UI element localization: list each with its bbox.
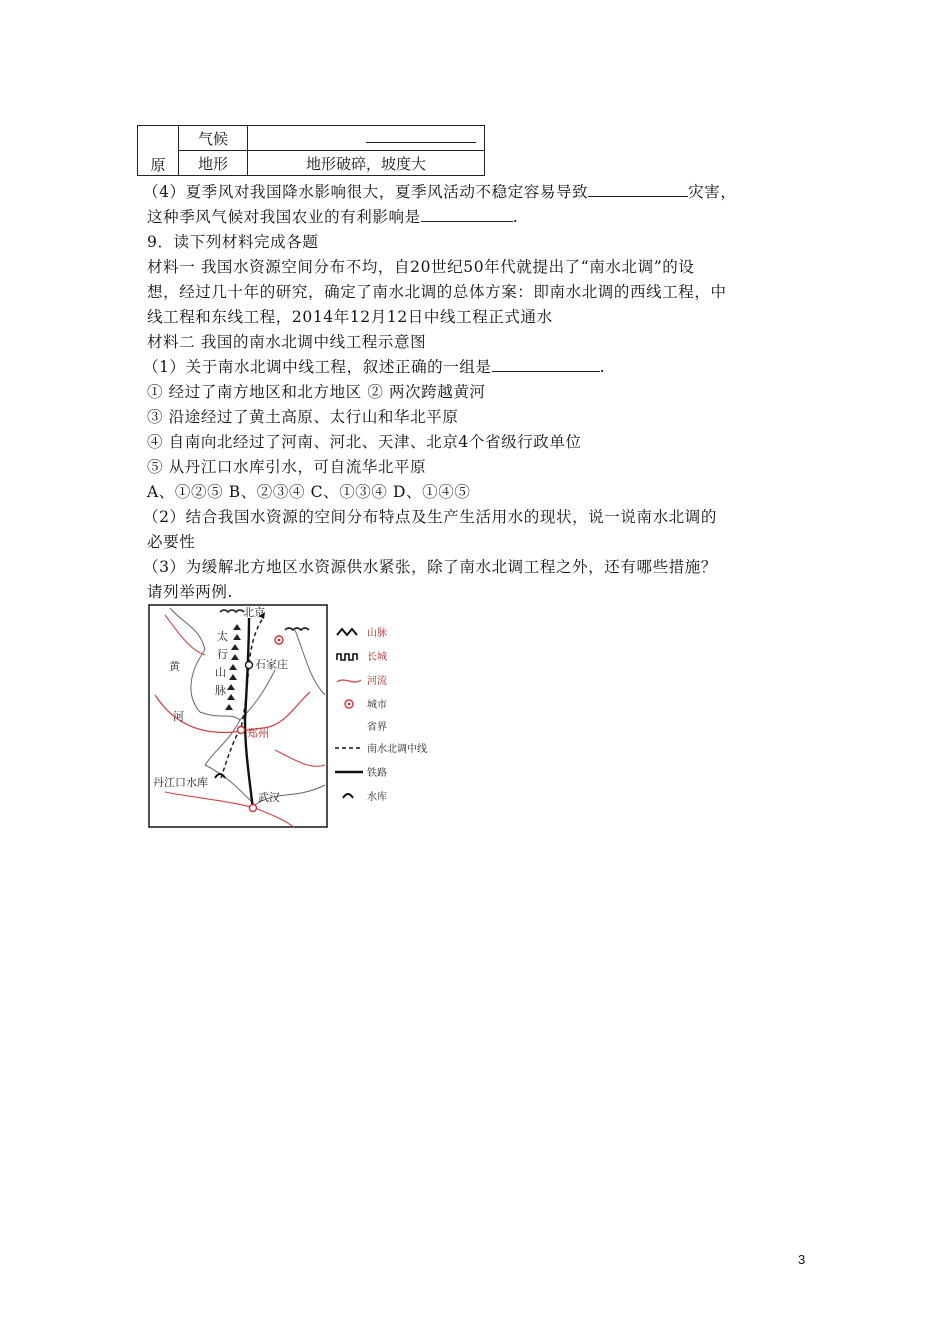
page-number: 3 <box>798 1252 806 1267</box>
legend-label: 水库 <box>367 792 387 803</box>
row-header-cell: 原 <box>138 126 179 176</box>
reservoir-label: 丹江口水库 <box>153 776 208 789</box>
map-legend <box>335 626 427 803</box>
city-marker-zhengzhou <box>238 727 245 734</box>
question-text: （4）夏季风对我国降水影响很大，夏季风活动不稳定容易导致 <box>143 183 589 201</box>
answer-blank[interactable] <box>492 371 600 372</box>
river-label: 河 <box>173 710 184 723</box>
mountain-label: 山 <box>215 666 226 679</box>
south-north-water-map <box>145 600 440 830</box>
city-label-shijiazhuang: 石家庄 <box>255 658 288 671</box>
legend-label: 铁路 <box>367 768 387 779</box>
legend-label: 山脉 <box>367 628 387 639</box>
city-label-beijing: 北京 <box>243 606 265 619</box>
cause-table <box>137 125 485 176</box>
choices-text: A、①②⑤ B、②③④ C、①③④ D、①④⑤ <box>147 483 471 501</box>
option-text: ① 经过了南方地区和北方地区 ② 两次跨越黄河 <box>147 383 486 401</box>
question-line <box>143 180 736 202</box>
question-text: . <box>512 208 519 226</box>
legend-label: 长城 <box>367 652 387 663</box>
river-label: 黄 <box>169 660 180 673</box>
mountain-label: 脉 <box>215 684 226 697</box>
question-text: （3）为缓解北方地区水资源供水紧张，除了南水北调工程之外，还有哪些措施？ <box>143 558 717 576</box>
question-title: 9．读下列材料完成各题 <box>147 233 319 251</box>
answer-blank[interactable] <box>366 142 476 143</box>
answer-blank[interactable] <box>588 196 688 197</box>
question-text: 必要性 <box>147 533 196 551</box>
question-text: （1）关于南水北调中线工程，叙述正确的一组是 <box>143 358 492 376</box>
legend-label: 南水北调中线 <box>367 744 427 755</box>
material-text: 材料一 我国水资源空间分布不均，自20世纪50年代就提出了“南水北调”的设 <box>147 258 695 276</box>
city-marker <box>278 639 281 642</box>
option-text: ③ 沿途经过了黄土高原、太行山和华北平原 <box>147 408 459 426</box>
mountain-label: 太 <box>217 630 228 643</box>
mountain-label: 行 <box>217 648 228 661</box>
city-label-wuhan: 武汉 <box>258 791 280 804</box>
question-text: 这种季风气候对我国农业的有利影响是 <box>147 208 421 226</box>
factor-cell: 气候 <box>179 126 248 151</box>
table-row <box>138 126 485 151</box>
material-text: 线工程和东线工程，2014年12月12日中线工程正式通水 <box>147 308 553 326</box>
question-line <box>147 205 518 227</box>
answer-blank[interactable] <box>421 221 513 222</box>
table-row <box>138 151 485 176</box>
question-text: 请列举两例. <box>147 583 234 601</box>
question-line <box>143 355 605 377</box>
legend-river-symbol <box>337 680 361 682</box>
answer-blank-cell[interactable] <box>248 126 485 151</box>
legend-label: 城市 <box>367 700 387 711</box>
legend-reservoir-symbol <box>343 794 353 798</box>
city-marker-shijiazhuang <box>246 662 253 669</box>
factor-cell: 地形 <box>179 151 248 176</box>
legend-city-symbol <box>348 703 351 706</box>
legend-label: 省界 <box>367 722 387 733</box>
question-text: （2）结合我国水资源的空间分布特点及生产生活用水的现状，说一说南水北调的 <box>143 508 717 526</box>
legend-label: 河流 <box>367 676 387 687</box>
question-text: 灾害， <box>688 183 737 201</box>
legend-mountain-symbol <box>337 629 357 635</box>
city-label-zhengzhou: 郑州 <box>247 727 269 740</box>
value-cell: 地形破碎，坡度大 <box>248 151 485 176</box>
option-text: ⑤ 从丹江口水库引水，可自流华北平原 <box>147 458 427 476</box>
option-text: ④ 自南向北经过了河南、河北、天津、北京4个省级行政单位 <box>147 433 582 451</box>
material-text: 材料二 我国的南水北调中线工程示意图 <box>147 333 427 351</box>
city-marker-wuhan <box>250 805 257 812</box>
material-text: 想，经过几十年的研究，确定了南水北调的总体方案：即南水北调的西线工程，中 <box>147 283 727 301</box>
legend-wall-symbol <box>337 654 357 660</box>
question-text: . <box>599 358 606 376</box>
